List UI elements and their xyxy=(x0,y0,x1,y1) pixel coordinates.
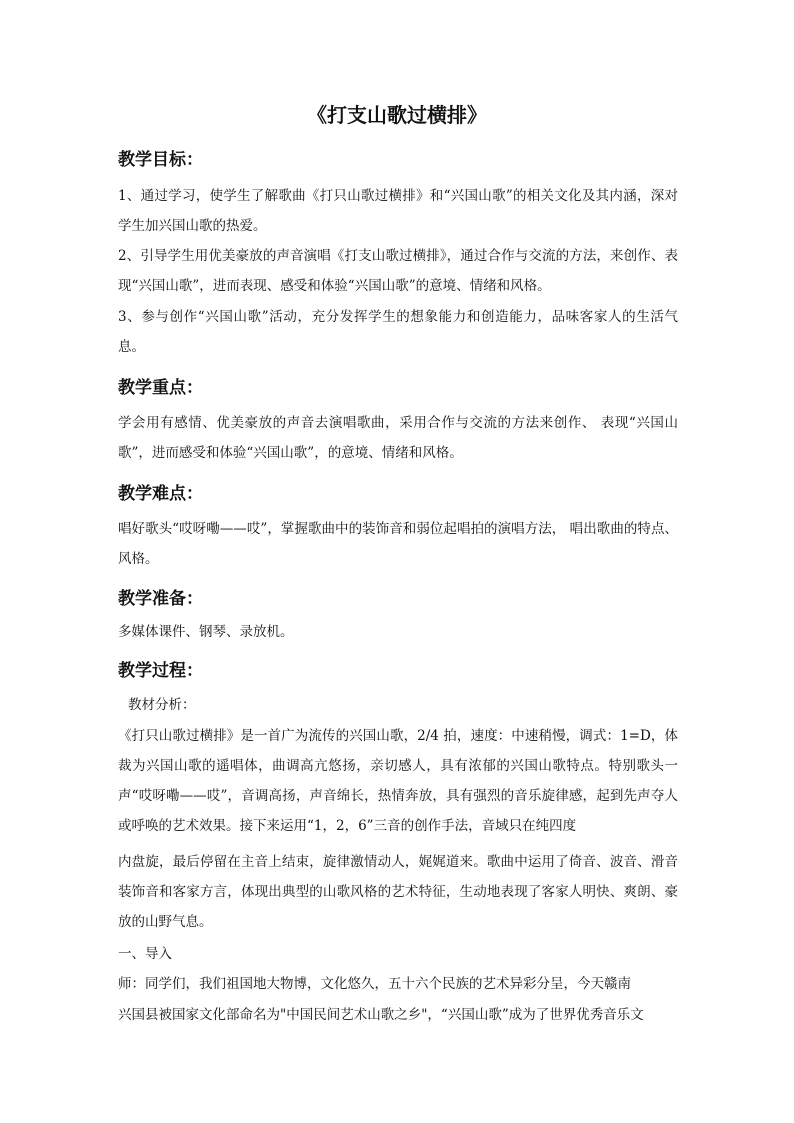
goal-item-1: 1、通过学习，使学生了解歌曲《打只山歌过横排》和“兴国山歌”的相关文化及其内涵，深对学生加兴国山歌的热爱。 xyxy=(118,188,678,234)
analysis-paragraph-1: 《打只山歌过横排》是一首广为流传的兴国山歌，2/4 拍，速度：中速稍慢，调式：1=D，体裁为兴国山歌的遥唱体，曲调高亢悠扬，亲切感人，具有浓郁的兴国山歌特点。特别歌头一声“哎呀嘞——哎”，音调高扬，声音绵长，热情奔放，具有强烈的音乐旋律感，起到先声夺人或呼唤的艺术效果。接下来运用“1，2，6”三音的创作手法，音域只在纯四度 xyxy=(118,728,678,834)
document-title: 《打支山歌过横排》 xyxy=(307,103,487,127)
difficulty-heading: 教学难点： xyxy=(118,484,203,504)
intro-line-1: 师：同学们，我们祖国地大物博，文化悠久，五十六个民族的艺术异彩分呈，今天赣南 xyxy=(118,976,631,992)
intro-heading: 一、导入 xyxy=(118,946,172,962)
goal-item-2: 2、引导学生用优美豪放的声音演唱《打支山歌过横排》，通过合作与交流的方法，来创作、表现“兴国山歌”，进而表现、感受和体验“兴国山歌”的意境、情绪和风格。 xyxy=(118,248,678,294)
process-heading: 教学过程： xyxy=(118,661,203,681)
analysis-paragraph-2: 内盘旋，最后停留在主音上结束，旋律激情动人，娓娓道来。歌曲中运用了倚音、波音、滑音装饰音和客家方言，体现出典型的山歌风格的艺术特征，生动地表现了客家人明快、爽朗、豪放的山野气息。 xyxy=(118,854,678,930)
preparation-heading: 教学准备： xyxy=(118,589,203,609)
goal-item-3: 3、参与创作“兴国山歌”活动，充分发挥学生的想象能力和创造能力，品味客家人的生活气息。 xyxy=(118,309,678,355)
analysis-label: 教材分析： xyxy=(128,697,196,713)
preparation-text: 多媒体课件、钢琴、录放机。 xyxy=(118,624,294,640)
intro-line-2: 兴国县被国家文化部命名为"中国民间艺术山歌之乡"，“兴国山歌”成为了世界优秀音乐文 xyxy=(118,1007,644,1023)
goals-heading: 教学目标： xyxy=(118,150,203,170)
key-points-text: 学会用有感情、优美豪放的声音去演唱歌曲，采用合作与交流的方法来创作、 表现“兴国山歌”，进而感受和体验“兴国山歌”，的意境、情绪和风格。 xyxy=(118,415,678,461)
difficulty-text: 唱好歌头“哎呀嘞——哎”，掌握歌曲中的装饰音和弱位起唱拍的演唱方法， 唱出歌曲的特点、风格。 xyxy=(118,521,678,567)
key-points-heading: 教学重点： xyxy=(118,378,203,398)
